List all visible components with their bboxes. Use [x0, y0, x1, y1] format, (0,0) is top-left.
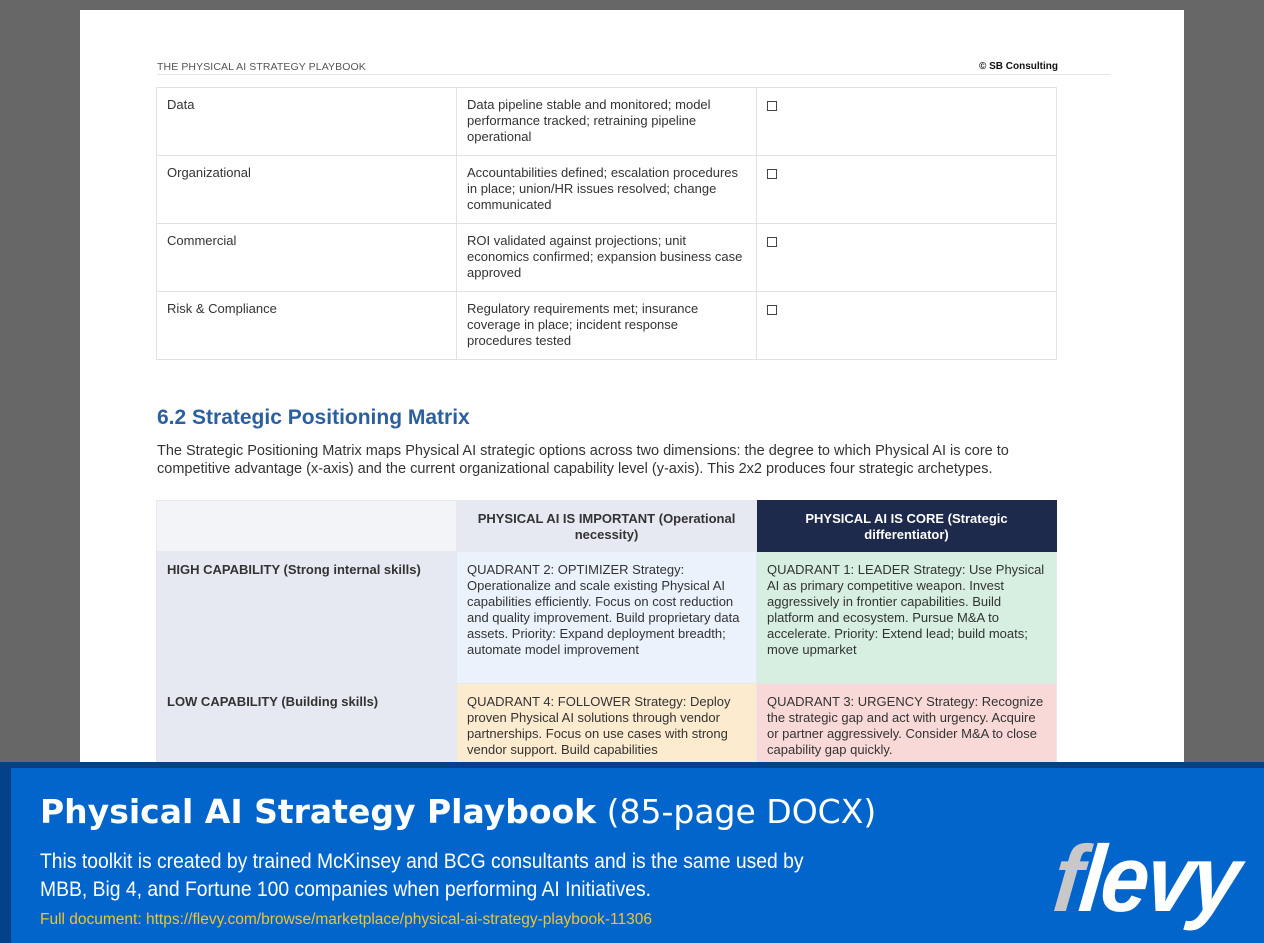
- checkbox-icon[interactable]: [767, 101, 777, 111]
- header-copyright: © SB Consulting: [978, 61, 1058, 72]
- logo-letter-f: f: [1048, 826, 1086, 931]
- criteria-cell: Accountabilities defined; escalation procedures in place; union/HR issues resolved; change communicated: [457, 156, 757, 224]
- checkbox-icon[interactable]: [767, 237, 777, 247]
- logo-letters: levy: [1074, 826, 1244, 931]
- row-label-low-capability: LOW CAPABILITY (Building skills): [157, 684, 457, 784]
- quadrant-3-urgency: QUADRANT 3: URGENCY Strategy: Recognize the strategic gap and act with urgency. Acquire or partner aggressively. Consider M&A to close capability gap quickly.: [757, 684, 1057, 784]
- running-header: [157, 61, 1110, 75]
- checkbox-icon[interactable]: [767, 305, 777, 315]
- status-cell: [757, 292, 1057, 360]
- banner-title-main: Physical AI Strategy Playbook: [40, 792, 597, 831]
- matrix-corner-cell: [157, 501, 457, 552]
- dimension-cell: Data: [157, 88, 457, 156]
- checkbox-icon[interactable]: [767, 169, 777, 179]
- full-document-link[interactable]: Full document: https://flevy.com/browse/marketplace/physical-ai-strategy-playbook-11306: [40, 911, 652, 928]
- banner-title: [40, 792, 876, 831]
- flevy-logo[interactable]: [1048, 826, 1244, 931]
- table-row: [157, 88, 1057, 156]
- row-label-high-capability: HIGH CAPABILITY (Strong internal skills): [157, 552, 457, 684]
- quadrant-1-leader: QUADRANT 1: LEADER Strategy: Use Physical AI as primary competitive weapon. Invest aggressively in frontier capabilities. Build platform and ecosystem. Pursue M&A to accelerate. Priority: Extend lead; build moats; move upmarket: [757, 552, 1057, 684]
- dimension-cell: Commercial: [157, 224, 457, 292]
- dimension-cell: Organizational: [157, 156, 457, 224]
- table-row: [157, 224, 1057, 292]
- quadrant-4-follower: QUADRANT 4: FOLLOWER Strategy: Deploy proven Physical AI solutions through vendor partnerships. Focus on use cases with strong vendor support. Build capabilities: [457, 684, 757, 784]
- promo-banner: [0, 762, 1264, 943]
- criteria-cell: ROI validated against projections; unit economics confirmed; expansion business case approved: [457, 224, 757, 292]
- readiness-checklist-table: [156, 87, 1057, 360]
- criteria-cell: Data pipeline stable and monitored; model performance tracked; retraining pipeline operational: [457, 88, 757, 156]
- header-title: THE PHYSICAL AI STRATEGY PLAYBOOK: [157, 61, 366, 73]
- status-cell: [757, 156, 1057, 224]
- intro-paragraph: The Strategic Positioning Matrix maps Physical AI strategic options across two dimensions: the degree to which Physical AI is core to competitive advantage (x-axis) and the current organizational capability level (y-axis). This 2x2 produces four strategic archetypes.: [157, 443, 1009, 477]
- status-cell: [757, 88, 1057, 156]
- promo-banner-body: [11, 768, 1264, 943]
- banner-description: This toolkit is created by trained McKinsey and BCG consultants and is the same used by MBB, Big 4, and Fortune 100 companies when performing AI Initiatives.: [40, 850, 804, 901]
- status-cell: [757, 224, 1057, 292]
- table-row: [157, 156, 1057, 224]
- matrix-header-row: [157, 501, 1057, 552]
- table-row: [157, 292, 1057, 360]
- header-core: PHYSICAL AI IS CORE (Strategic differentiator): [757, 501, 1057, 552]
- criteria-cell: Regulatory requirements met; insurance coverage in place; incident response procedures tested: [457, 292, 757, 360]
- banner-title-format: (85-page DOCX): [596, 792, 877, 831]
- section-heading: 6.2 Strategic Positioning Matrix: [157, 406, 470, 429]
- document-page: [80, 10, 1184, 770]
- dimension-cell: Risk & Compliance: [157, 292, 457, 360]
- header-important: PHYSICAL AI IS IMPORTANT (Operational necessity): [457, 501, 757, 552]
- matrix-row-high-capability: [157, 552, 1057, 684]
- strategic-positioning-matrix: [156, 500, 1057, 784]
- quadrant-2-optimizer: QUADRANT 2: OPTIMIZER Strategy: Operationalize and scale existing Physical AI capabilities efficiently. Focus on cost reduction and quality improvement. Build proprietary data assets. Priority: Expand deployment breadth; automate model improvement: [457, 552, 757, 684]
